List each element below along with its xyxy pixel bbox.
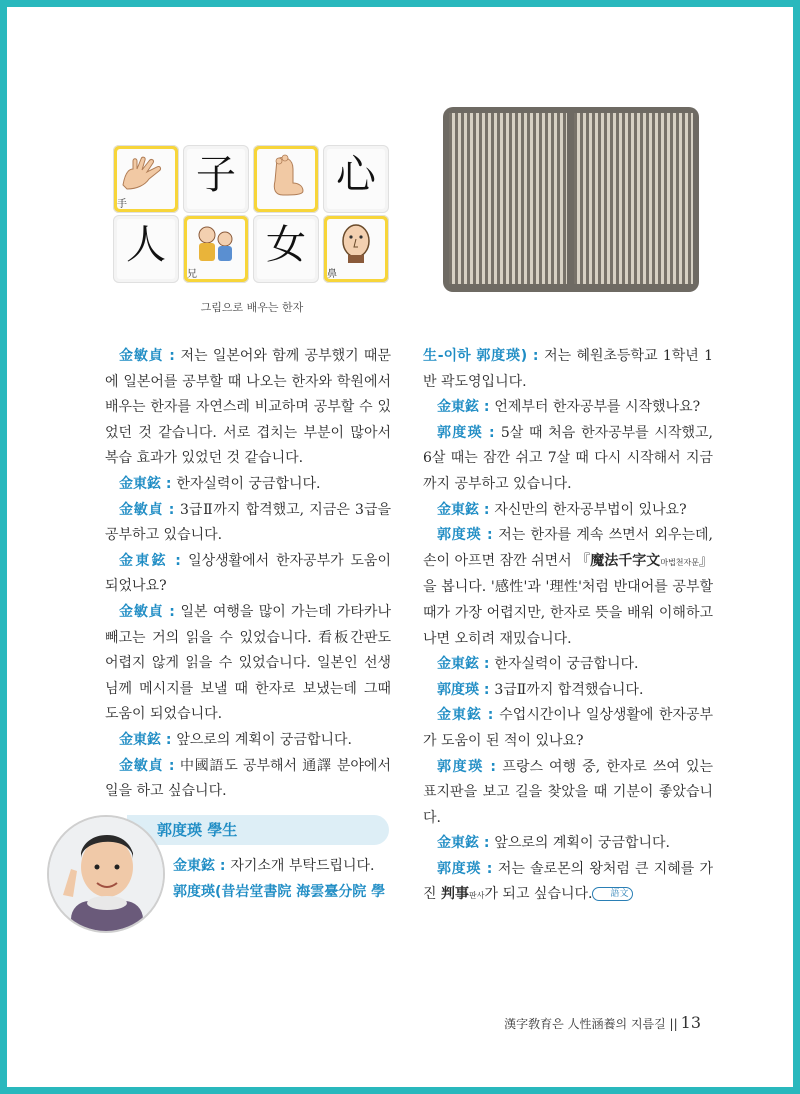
speaker-name: 郭度瑛 :: [437, 424, 501, 441]
dialogue-text: 한자실력이 궁금합니다.: [176, 475, 321, 492]
student-banner-title: 郭度瑛 學生: [157, 821, 238, 839]
book-title: 魔法千字文: [590, 552, 661, 569]
card-woman: [253, 215, 319, 283]
dialogue-line: [423, 857, 713, 909]
foot-drawing-icon: [263, 153, 309, 199]
dialogue-text: 저는 혜원초등학교 1학년 1반 곽도영입니다.: [423, 348, 713, 390]
speaker-name: 金敏貞 :: [119, 348, 181, 364]
dialogue-line: [105, 549, 391, 600]
card-label: 兄: [187, 269, 197, 280]
dialogue-text: 3급Ⅱ까지 합격했습니다.: [494, 681, 644, 698]
dialogue-text: 저는 솔로몬의 왕처럼 큰 지혜를 가진: [423, 860, 713, 903]
end-mark-stamp: 語文: [592, 887, 632, 901]
thousand-character-book-photo: [443, 107, 699, 292]
dialogue-text: 한자실력이 궁금합니다.: [494, 656, 639, 673]
card-hanja: 人: [126, 222, 166, 268]
dialogue-line: [423, 755, 713, 832]
speaker-name: 郭度瑛 :: [437, 860, 498, 877]
speaker-name: 郭度瑛 :: [437, 527, 499, 544]
interview-intro: [173, 854, 395, 905]
speaker-name: 金敏貞 :: [119, 603, 181, 620]
card-hand: [113, 145, 179, 213]
card-brother: [183, 215, 249, 283]
dialogue-text: 3급Ⅱ까지 합격했고, 지금은 3급을 공부하고 있습니다.: [105, 501, 391, 544]
dialogue-line: [173, 854, 395, 880]
speaker-name: 生-이하 郭度瑛) :: [423, 348, 545, 364]
speaker-name: 金東鉉 :: [437, 656, 495, 673]
dialogue-text: 中國語도 공부해서 通譯 분야에서 일을 하고 싶습니다.: [105, 757, 391, 800]
card-hanja: 子: [196, 152, 236, 198]
dialogue-text: 일상생활에서 한자공부가 도움이 되었나요?: [105, 552, 391, 595]
dialogue-text: 』을 봅니다. '感性'과 '理性'처럼 반대어를 공부할 때가 가장 어렵지만, 한자로 뜻을 배워 이해하고 나면 오히려 재밌습니다.: [423, 552, 714, 647]
dialogue-text: 5살 때 처음 한자공부를 시작했고, 6살 때는 잠깐 쉬고 7살 때 다시 시작해서 지금까지 공부하고 있습니다.: [423, 424, 713, 492]
dialogue-text: 프랑스 여행 중, 한자로 쓰여 있는 표지판을 보고 길을 찾았을 때 기분이 좋았습니다.: [423, 758, 713, 826]
book-reading: 마법천자문: [660, 557, 699, 567]
dialogue-line: [423, 421, 713, 498]
card-label: 手: [117, 199, 127, 210]
card-heart: [323, 145, 389, 213]
speaker-name: 郭度瑛 :: [437, 758, 503, 775]
footer-slogan: 漢字敎育은 人性涵養의 지름길 ||: [504, 1017, 678, 1031]
speaker-name: 金敏貞 :: [119, 757, 181, 774]
dialogue-line: [105, 728, 391, 754]
speaker-name: 金東鉉 :: [437, 399, 495, 416]
hanja-word: 判事: [440, 886, 469, 903]
dialogue-line: [105, 754, 391, 805]
hanja-reading: 판사: [468, 891, 485, 901]
kids-drawing-icon: [191, 221, 241, 267]
speaker-name: 金敏貞 :: [119, 501, 180, 518]
book-left-page: [449, 113, 567, 284]
dialogue-line: [423, 652, 713, 678]
dialogue-line: [105, 344, 391, 472]
dialogue-text: 저는 일본어와 함께 공부했기 때문에 일본어를 공부할 때 나오는 한자와 학원에서 배우는 한자를 자연스레 비교하며 공부할 수 있었던 것 같습니다. 서로 겹치는 부분이 많아서 복습 효과가 있었던 것 같습니다.: [105, 348, 391, 467]
dialogue-line: [423, 395, 713, 421]
card-child: [183, 145, 249, 213]
hanja-card-photo: [105, 137, 399, 285]
dialogue-text: 자기소개 부탁드립니다.: [230, 858, 375, 874]
speaker-name: 郭度瑛(昔岩堂書院 海雲臺分院 學: [173, 883, 386, 900]
dialogue-line: [423, 831, 713, 857]
card-foot: [253, 145, 319, 213]
dialogue-line: [423, 344, 713, 395]
page-number: 13: [680, 1013, 701, 1032]
speaker-name: 金東鉉 :: [437, 835, 495, 852]
dialogue-text: 앞으로의 계획이 궁금합니다.: [176, 731, 352, 748]
dialogue-text: 수업시간이나 일상생활에 한자공부가 도움이 된 적이 있나요?: [423, 707, 713, 749]
speaker-name: 金東鉉 :: [437, 501, 495, 518]
card-hanja: 心: [336, 152, 376, 198]
student-photo: [47, 815, 165, 933]
dialogue-line: [105, 600, 391, 728]
card-nose: [323, 215, 389, 283]
image-caption: 그림으로 배우는 한자: [200, 301, 304, 314]
card-label: 鼻: [327, 269, 337, 280]
speaker-name: 金東鉉 :: [119, 731, 177, 748]
dialogue-text: 저는 한자를 계속 쓰면서 외우는데, 손이 아프면 잠깐 쉬면서 『: [423, 527, 713, 569]
speaker-name: 金東鉉 :: [173, 858, 231, 874]
dialogue-line: [105, 498, 391, 549]
book-right-page: [574, 113, 693, 284]
dialogue-line: [423, 523, 713, 652]
speaker-name: 金東鉉 :: [437, 707, 500, 724]
card-hanja: 女: [266, 222, 306, 268]
speaker-name: 郭度瑛 :: [437, 681, 495, 698]
speaker-name: 金東鉉 :: [119, 552, 189, 569]
dialogue-line: [173, 880, 395, 906]
dialogue-text: 가 되고 싶습니다.: [484, 886, 593, 903]
dialogue-text: 앞으로의 계획이 궁금합니다.: [494, 835, 670, 852]
page-footer: [504, 1013, 701, 1032]
interview-column-2: [423, 344, 713, 909]
dialogue-text: 일본 여행을 많이 가는데 가타카나 빼고는 거의 읽을 수 있었습니다. 看板간판도 어렵지 않게 읽을 수 있었습니다. 일본인 선생님께 메시지를 보낼 때 한자로 보냈는데 그때 도움이 되었습니다.: [105, 603, 391, 723]
face-drawing-icon: [339, 221, 373, 265]
dialogue-text: 언제부터 한자공부를 시작했나요?: [494, 399, 701, 416]
card-person: [113, 215, 179, 283]
dialogue-line: [105, 472, 391, 498]
dialogue-line: [423, 678, 713, 704]
student-portrait-icon: [49, 817, 163, 931]
interview-column-1: [105, 344, 391, 805]
hand-drawing-icon: [119, 155, 173, 195]
dialogue-line: [423, 498, 713, 524]
dialogue-text: 자신만의 한자공부법이 있나요?: [494, 501, 687, 518]
dialogue-line: [423, 703, 713, 754]
speaker-name: 金東鉉 :: [119, 475, 177, 492]
